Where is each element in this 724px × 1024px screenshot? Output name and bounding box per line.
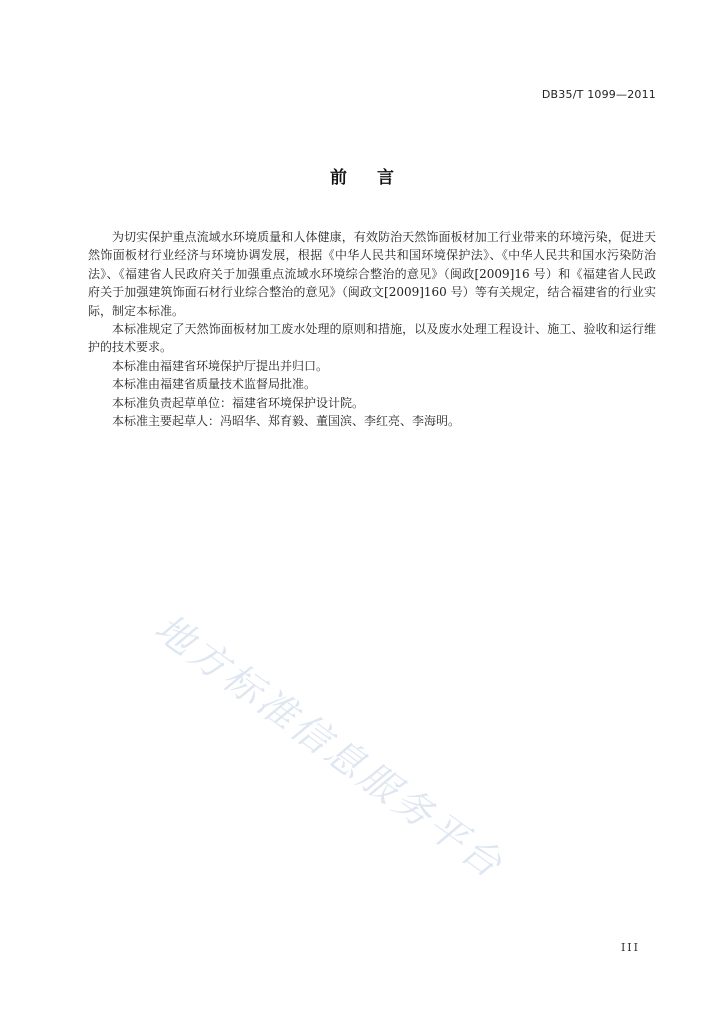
foreword-body <box>88 228 656 430</box>
paragraph-approver: 本标准由福建省质量技术监督局批准。 <box>112 377 317 392</box>
watermark: 地方标准信息服务平台 <box>146 605 513 888</box>
document-code: DB35/T 1099—2011 <box>541 88 656 101</box>
paragraph-proposer: 本标准由福建省环境保护厅提出并归口。 <box>112 358 329 373</box>
paragraph-drafters: 本标准主要起草人：冯昭华、郑育毅、董国滨、李红亮、李海明。 <box>112 414 461 429</box>
page-number: III <box>620 941 640 954</box>
paragraph-scope: 本标准规定了天然饰面板材加工废水处理的原则和措施，以及废水处理工程设计、施工、验收和运行维护的技术要求。 <box>88 322 656 355</box>
paragraph-drafting-unit: 本标准负责起草单位：福建省环境保护设计院。 <box>112 395 365 410</box>
page-title: 前言 <box>330 168 424 188</box>
paragraph-purpose: 为切实保护重点流域水环境质量和人体健康，有效防治天然饰面板材加工行业带来的环境污染，促进天然饰面板材行业经济与环境协调发展，根据《中华人民共和国环境保护法》、《中华人民共和国水污染防治法》、《福建省人民政府关于加强重点流域水环境综合整治的意见》（闽政[2009]16 号）和《福建省人民政府关于加强建筑饰面石材行业综合整治的意见》（闽政文[2009]160 号）等有关规定，结合福建省的行业实际，制定本标准。 <box>88 230 656 318</box>
